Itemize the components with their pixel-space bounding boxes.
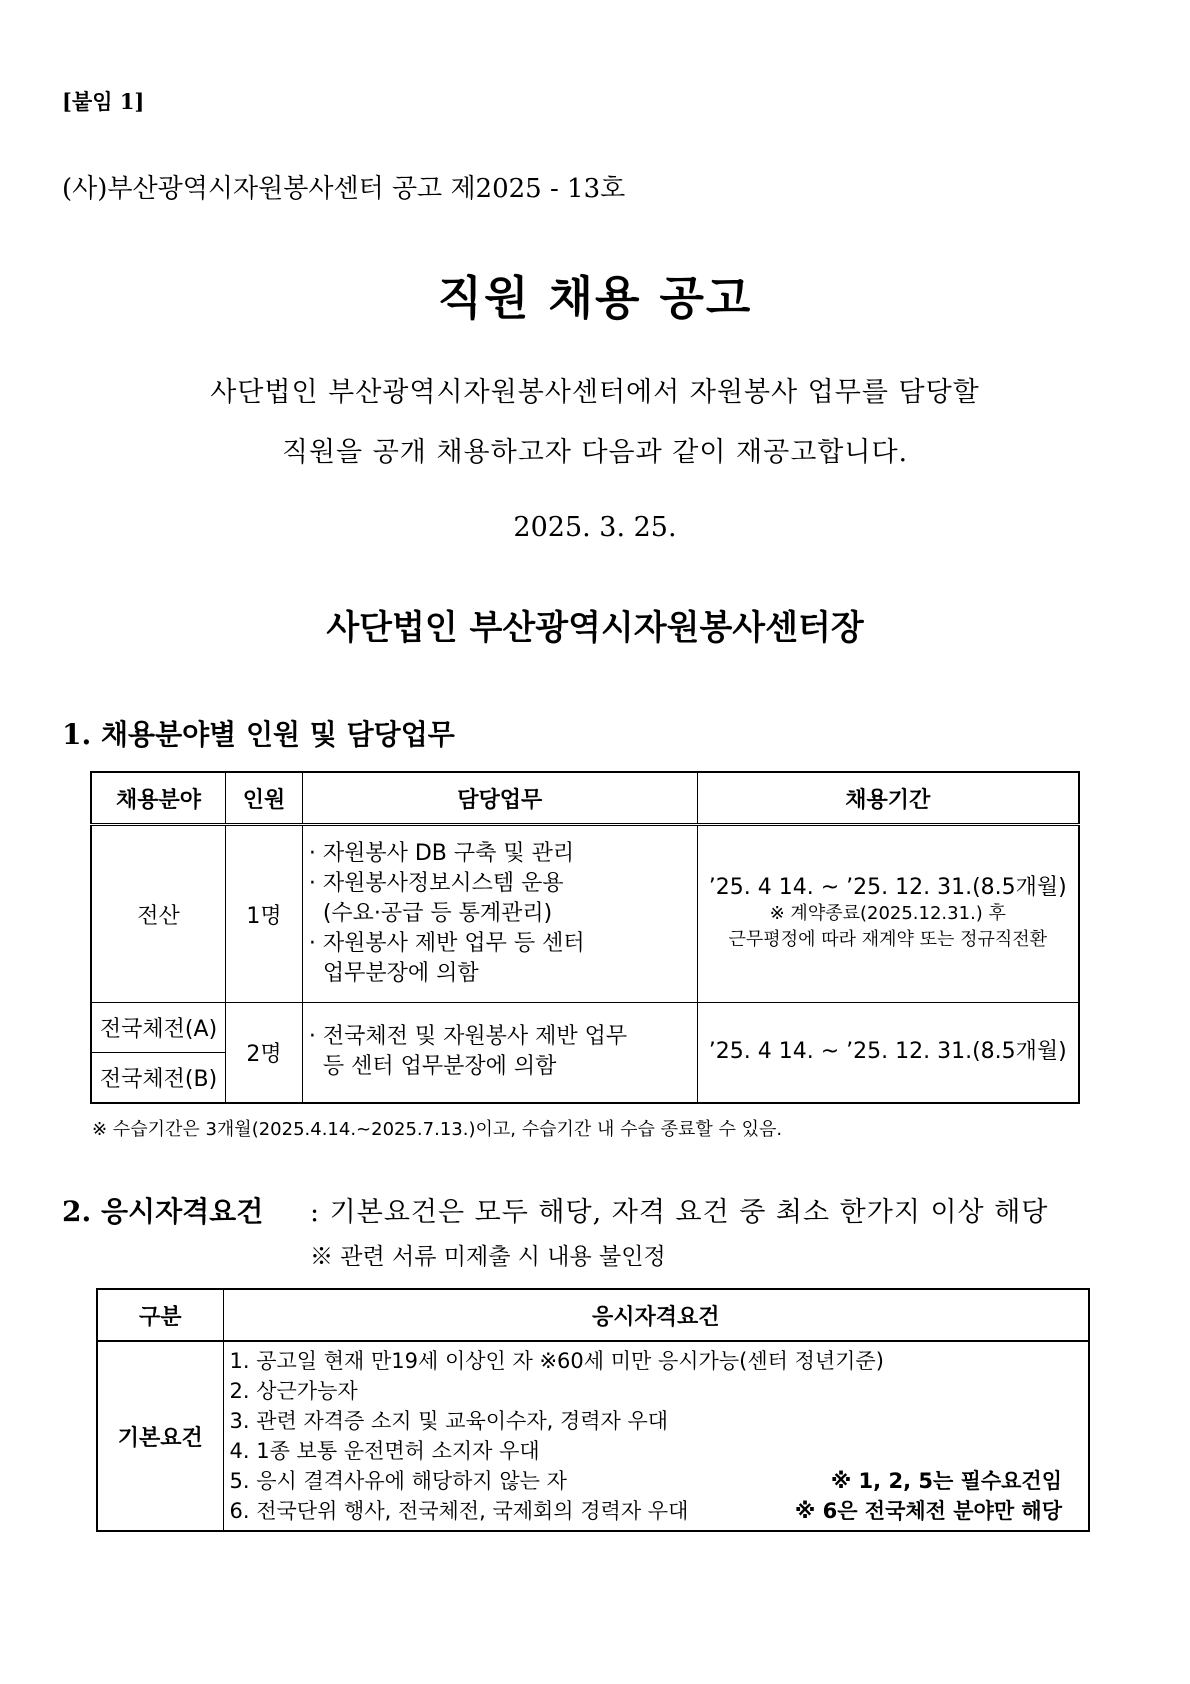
- duty-line: 등 센터 업무분장에 의함: [308, 1054, 557, 1080]
- header-category: 구분: [97, 1289, 223, 1341]
- organization-name: 사단법인 부산광역시자원봉사센터장: [326, 608, 864, 648]
- requirement-text: 1. 공고일 현재 만19세 이상인 자 ※60세 미만 응시가능(센터 정년기준): [229, 1349, 884, 1373]
- header-count: 인원: [226, 772, 303, 825]
- recruitment-table: [90, 771, 1080, 1104]
- duties-cell: [302, 825, 697, 1003]
- header-field: 채용분야: [91, 772, 226, 825]
- table-header-row: [91, 772, 1079, 825]
- intro-line-2: 직원을 공개 채용하고자 다음과 같이 재공고합니다.: [281, 437, 909, 468]
- category-cell: 기본요건: [97, 1341, 223, 1531]
- period-text: ’25. 4 14. ~ ’25. 12. 31.(8.5개월): [708, 1039, 1067, 1065]
- duties-cell: [302, 1003, 697, 1103]
- duty-line: · 자원봉사정보시스템 운용: [308, 871, 564, 896]
- page-title: 직원 채용 공고: [437, 271, 753, 325]
- period-cell: [697, 1003, 1079, 1103]
- probation-note: ※ 수습기간은 3개월(2025.4.14.~2025.7.13.)이고, 수습기간 내 수습 종료할 수 있음.: [92, 1119, 783, 1140]
- field-cell: 전산: [91, 825, 226, 1003]
- header-requirements: 응시자격요건: [223, 1289, 1089, 1341]
- period-note: 근무평정에 따라 재계약 또는 정규직전환: [728, 929, 1048, 950]
- requirement-text: 3. 관련 자격증 소지 및 교육이수자, 경력자 우대: [229, 1409, 669, 1433]
- duty-line: · 전국체전 및 자원봉사 제반 업무: [308, 1024, 628, 1050]
- requirement-text: 2. 상근가능자: [229, 1379, 358, 1403]
- period-text: ’25. 4 14. ~ ’25. 12. 31.(8.5개월): [708, 875, 1067, 900]
- attachment-label: [붙임 1]: [62, 89, 145, 114]
- period-cell: [697, 825, 1079, 1003]
- duty-line: (수요·공급 등 통계관리): [308, 901, 553, 926]
- requirements-cell: [223, 1341, 1089, 1531]
- requirement-item: [230, 1466, 1083, 1496]
- header-period: 채용기간: [697, 772, 1079, 825]
- requirement-text: 4. 1종 보통 운전면허 소지자 우대: [229, 1439, 540, 1463]
- table-row: [91, 1003, 1079, 1053]
- section2-note: ※ 관련 서류 미제출 시 내용 불인정: [310, 1244, 666, 1270]
- section1-title: 1. 채용분야별 인원 및 담당업무: [62, 718, 455, 751]
- table-row: [91, 825, 1079, 1003]
- required-note: ※ 1, 2, 5는 필수요건임: [830, 1469, 1062, 1493]
- count-cell: 1명: [226, 825, 303, 1003]
- table-row: [97, 1341, 1089, 1531]
- requirement-item: [230, 1406, 1083, 1436]
- duty-line: 업무분장에 의함: [308, 961, 479, 986]
- section2-title: 2. 응시자격요건: [62, 1195, 264, 1228]
- requirement-item: [230, 1346, 1083, 1376]
- period-note: ※ 계약종료(2025.12.31.) 후: [769, 903, 1006, 924]
- requirement-item: [230, 1496, 1083, 1526]
- field-cell: 전국체전(A): [91, 1003, 226, 1053]
- count-cell: 2명: [226, 1003, 303, 1103]
- header-duties: 담당업무: [302, 772, 697, 825]
- requirement-text: 5. 응시 결격사유에 해당하지 않는 자: [229, 1469, 567, 1493]
- requirement-item: [230, 1436, 1083, 1466]
- intro-line-1: 사단법인 부산광역시자원봉사센터에서 자원봉사 업무를 담당할: [210, 377, 980, 408]
- field-cell: 전국체전(B): [91, 1053, 226, 1103]
- duty-line: · 자원봉사 제반 업무 등 센터: [308, 931, 585, 956]
- notice-date: 2025. 3. 25.: [513, 512, 677, 543]
- requirements-table: [96, 1288, 1090, 1532]
- sports-note: ※ 6은 전국체전 분야만 해당: [794, 1499, 1062, 1523]
- requirement-item: [230, 1376, 1083, 1406]
- duty-line: · 자원봉사 DB 구축 및 관리: [308, 841, 575, 866]
- notice-number: (사)부산광역시자원봉사센터 공고 제2025 - 13호: [62, 174, 626, 204]
- requirement-text: 6. 전국단위 행사, 전국체전, 국제회의 경력자 우대: [229, 1499, 689, 1523]
- table-header-row: [97, 1289, 1089, 1341]
- section2-description: : 기본요건은 모두 해당, 자격 요건 중 최소 한가지 이상 해당: [310, 1197, 1049, 1228]
